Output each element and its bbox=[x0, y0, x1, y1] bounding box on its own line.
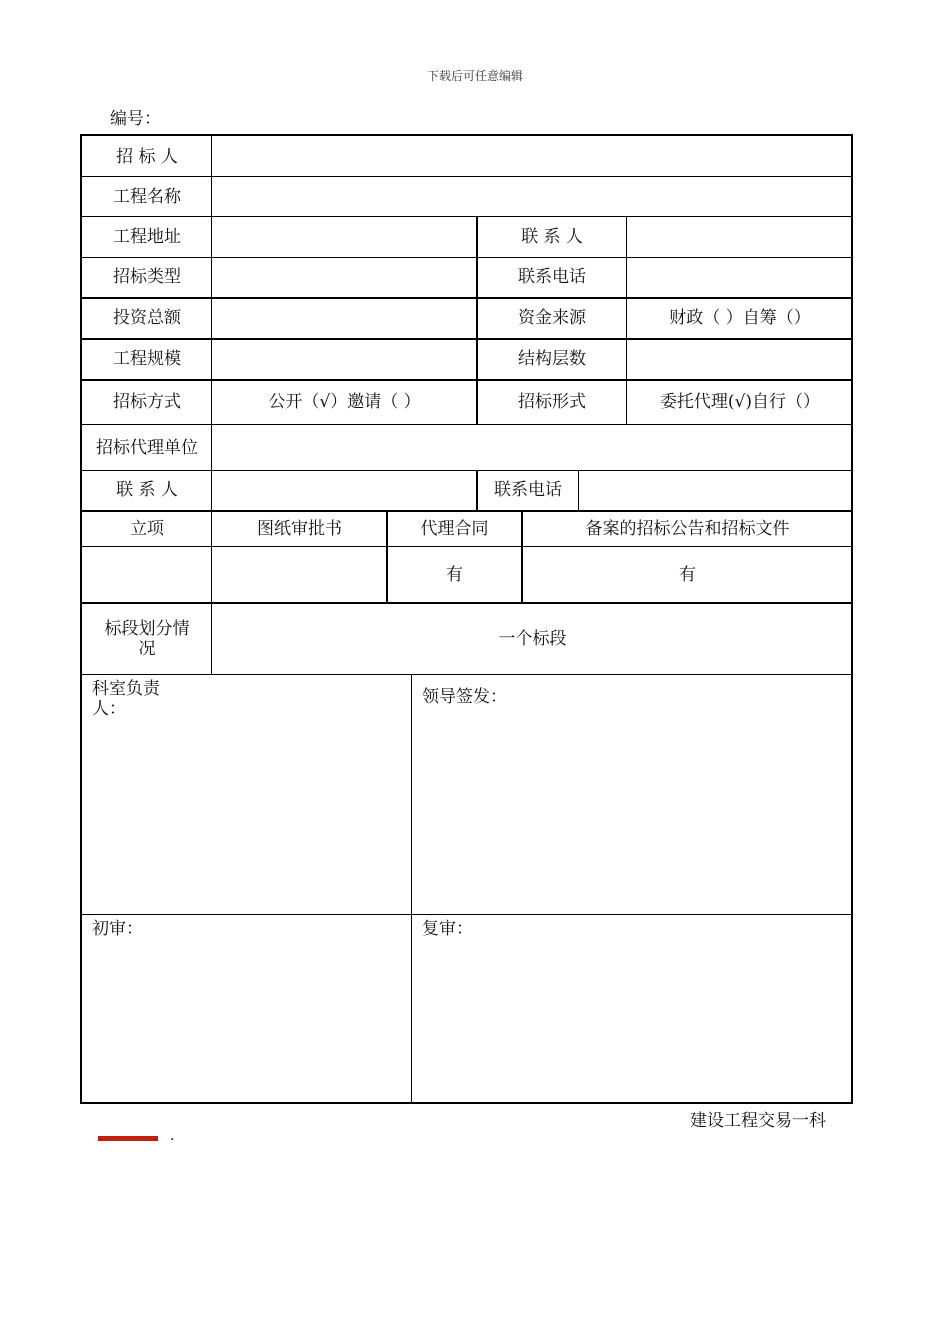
section-division-value: 一个标段 bbox=[498, 628, 567, 649]
structure-label: 结构层数 bbox=[518, 349, 586, 369]
red-mark bbox=[98, 1136, 158, 1141]
header-note: 下载后可任意编辑 bbox=[426, 69, 523, 83]
drawing-review-header: 图纸审批书 bbox=[257, 518, 342, 539]
contact-label: 联 系 人 bbox=[521, 227, 583, 247]
investment-label: 投资总额 bbox=[113, 308, 181, 328]
contact-phone-label: 联系电话 bbox=[518, 267, 586, 287]
footer-department: 建设工程交易一科 bbox=[690, 1111, 826, 1131]
filed-docs-header: 备案的招标公告和招标文件 bbox=[585, 518, 790, 539]
tender-form-value: 委托代理(√)自行（） bbox=[659, 392, 821, 412]
tender-form-label: 招标形式 bbox=[518, 392, 586, 412]
fund-source-value: 财政（ ）自筹（） bbox=[669, 308, 811, 328]
project-address-label: 工程地址 bbox=[113, 227, 181, 247]
second-review-label: 复审： bbox=[422, 919, 473, 939]
first-review-label: 初审： bbox=[92, 919, 143, 939]
tender-type-label: 招标类型 bbox=[113, 267, 181, 287]
agency-phone-label: 联系电话 bbox=[494, 480, 562, 500]
drawing-review-value bbox=[212, 547, 387, 602]
section-division-label: 标段划分情况 bbox=[104, 618, 190, 659]
tender-method-label: 招标方式 bbox=[113, 392, 181, 412]
scale-label: 工程规模 bbox=[113, 349, 181, 369]
tender-method-value: 公开（√）邀请（ ） bbox=[268, 392, 421, 412]
tender-registration-form bbox=[80, 134, 853, 1104]
footer-dot: . bbox=[170, 1128, 175, 1144]
agency-label: 招标代理单位 bbox=[96, 437, 198, 458]
approval-header: 立项 bbox=[130, 518, 164, 539]
leader-signoff-label: 领导签发： bbox=[422, 687, 507, 707]
tenderer-label: 招 标 人 bbox=[116, 146, 178, 167]
filed-docs-value: 有 bbox=[679, 564, 696, 585]
agency-contract-header: 代理合同 bbox=[420, 518, 489, 539]
agency-contract-value: 有 bbox=[446, 564, 463, 585]
agency-contact-label: 联 系 人 bbox=[116, 480, 178, 500]
doc-number-label: 编号： bbox=[110, 109, 161, 129]
section-head-label: 科室负责人： bbox=[92, 679, 160, 719]
approval-value bbox=[82, 547, 212, 602]
fund-source-label: 资金来源 bbox=[518, 308, 586, 328]
project-name-label: 工程名称 bbox=[113, 187, 181, 207]
